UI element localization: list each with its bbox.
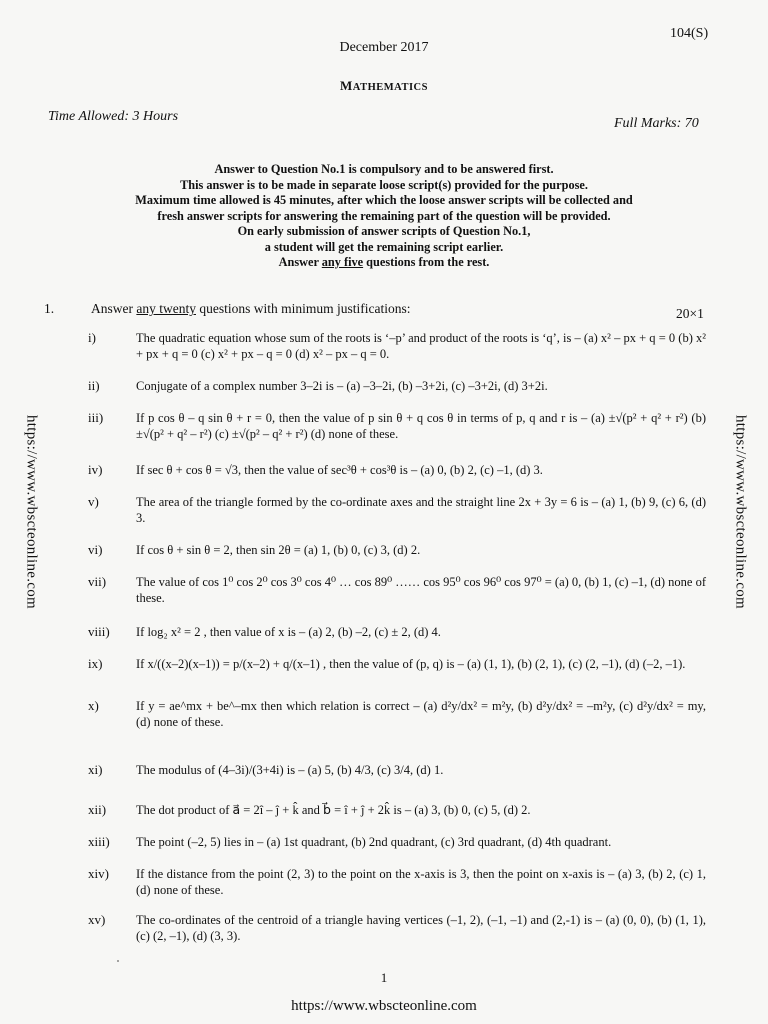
sub-question-number: xv) bbox=[88, 912, 106, 927]
sub-question-number: xiii) bbox=[88, 834, 110, 849]
heading-text: Answer bbox=[91, 301, 137, 316]
full-marks: Full Marks: 70 bbox=[614, 116, 699, 131]
question-heading bbox=[91, 301, 411, 317]
instruction-line: Answer to Question No.1 is compulsory and to be answered first. bbox=[214, 162, 554, 176]
sub-question-text: If the distance from the point (2, 3) to the point on the x-axis is 3, then the point on x-axis is – (a) 3, (b) 2, (c) 1, (d) none of these. bbox=[136, 867, 706, 897]
instruction-line bbox=[0, 255, 768, 271]
sub-question-number: viii) bbox=[88, 624, 110, 639]
sub-question-number: vii) bbox=[88, 574, 107, 589]
sub-question-text: Conjugate of a complex number 3–2i is – (a) –3–2i, (b) –3+2i, (c) –3+2i, (d) 3+2i. bbox=[136, 379, 548, 393]
instruction-line: fresh answer scripts for answering the remaining part of the question will be provided. bbox=[157, 208, 611, 223]
sub-question-text: The area of the triangle formed by the co-ordinate axes and the straight line 2x + 3y = 6 is – (a) 1, (b) 9, (c) 6, (d) 3. bbox=[136, 495, 706, 525]
sub-question-text: The co-ordinates of the centroid of a triangle having vertices (–1, 2), (–1, –1) and (2,-1) is – (a) (0, 0), (b) (1, 1), (c) (2, –1), (d) (3, 3). bbox=[136, 913, 706, 943]
instructions-block bbox=[0, 162, 768, 271]
sub-question-number: iii) bbox=[88, 410, 104, 425]
instruction-emphasis: any five bbox=[321, 255, 364, 269]
sub-question-text: The modulus of (4–3i)/(3+4i) is – (a) 5, (b) 4/3, (c) 3/4, (d) 1. bbox=[136, 763, 444, 777]
time-allowed: Time Allowed: 3 Hours bbox=[48, 109, 179, 124]
heading-emphasis: any twenty bbox=[136, 301, 196, 316]
sub-question-number: xiv) bbox=[88, 866, 109, 881]
instruction-line: a student will get the remaining script earlier. bbox=[264, 239, 504, 254]
instruction-text: Answer bbox=[278, 255, 322, 269]
sub-question-text: The value of cos 1⁰ cos 2⁰ cos 3⁰ cos 4⁰ … cos 89⁰ …… cos 95⁰ cos 96⁰ cos 97⁰ = (a) 0, (b) 1, (c) –1, (d) none of these. bbox=[136, 575, 706, 605]
sub-question-text: The point (–2, 5) lies in – (a) 1st quadrant, (b) 2nd quadrant, (c) 3rd quadrant, (d) 4th quadrant. bbox=[136, 835, 612, 849]
side-watermark-right: https://www.wbscteonline.com bbox=[732, 414, 749, 610]
side-watermark-left: https://www.wbscteonline.com bbox=[23, 414, 40, 610]
instruction-line: Maximum time allowed is 45 minutes, after which the loose answer scripts will be collected and bbox=[135, 193, 633, 207]
sub-question-number: v) bbox=[88, 494, 99, 509]
subject-rest: ATHEMATICS bbox=[352, 82, 428, 93]
sub-question-number: xi) bbox=[88, 762, 103, 777]
sub-question-text: If x/((x–2)(x–1)) = p/(x–2) + q/(x–1) , then the value of (p, q) is – (a) (1, 1), (b) (2, 1), (c) (2, –1), (d) (–2, –1). bbox=[136, 657, 686, 671]
sub-question-text: If sec θ + cos θ = √3, then the value of sec³θ + cos³θ is – (a) 0, (b) 2, (c) –1, (d) 3. bbox=[136, 463, 543, 477]
sub-question-text: If log₂ x² = 2 , then value of x is – (a) 2, (b) –2, (c) ± 2, (d) 4. bbox=[136, 625, 441, 639]
sub-question-number: ii) bbox=[88, 378, 100, 393]
page-number: 1 bbox=[380, 970, 388, 985]
sub-question-number: xii) bbox=[88, 802, 107, 817]
sub-question-text: The dot product of a⃗ = 2î – ĵ + k̂ and b⃗ = î + ĵ + 2k̂ is – (a) 3, (b) 0, (c) 5, (d) 2. bbox=[136, 803, 531, 817]
subject-title bbox=[0, 78, 768, 94]
sub-question-number: vi) bbox=[88, 542, 103, 557]
sub-question-text: The quadratic equation whose sum of the roots is ‘–p’ and product of the roots is ‘q’, is – (a) x² – px + q = 0 (b) x² + px + q = 0 (c) x² + px – q = 0 (d) x² – px – q = 0. bbox=[136, 331, 706, 361]
question-number: 1. bbox=[44, 301, 55, 316]
sub-question-number: ix) bbox=[88, 656, 103, 671]
footer-watermark: https://www.wbscteonline.com bbox=[291, 998, 477, 1014]
sub-question-text: If cos θ + sin θ = 2, then sin 2θ = (a) 1, (b) 0, (c) 3, (d) 2. bbox=[136, 543, 421, 557]
sub-question-text: If y = ae^mx + be^–mx then which relation is correct – (a) d²y/dx² = m²y, (b) d²y/dx² = –m²y, (c) d²y/dx² = my, (d) none of these. bbox=[136, 699, 706, 729]
sub-question-number: i) bbox=[88, 330, 96, 345]
paper-code: 104(S) bbox=[670, 26, 709, 41]
sub-question-number: iv) bbox=[88, 462, 103, 477]
instruction-text: questions from the rest. bbox=[363, 255, 490, 269]
exam-date: December 2017 bbox=[339, 40, 429, 55]
question-marks: 20×1 bbox=[676, 306, 704, 321]
heading-text: questions with minimum justifications: bbox=[196, 301, 411, 316]
instruction-line: This answer is to be made in separate loose script(s) provided for the purpose. bbox=[180, 177, 588, 192]
subject-initial: M bbox=[340, 78, 353, 93]
instruction-line: On early submission of answer scripts of Question No.1, bbox=[237, 224, 531, 238]
scan-speck bbox=[117, 960, 119, 962]
sub-question-number: x) bbox=[88, 698, 99, 713]
sub-question-text: If p cos θ – q sin θ + r = 0, then the value of p sin θ + q cos θ in terms of p, q and r is – (a) ±√(p² + q² + r²) (b) ±√(p² + q² – r²) (c) ±√(p² – q² + r²) (d) none of these. bbox=[136, 411, 706, 441]
